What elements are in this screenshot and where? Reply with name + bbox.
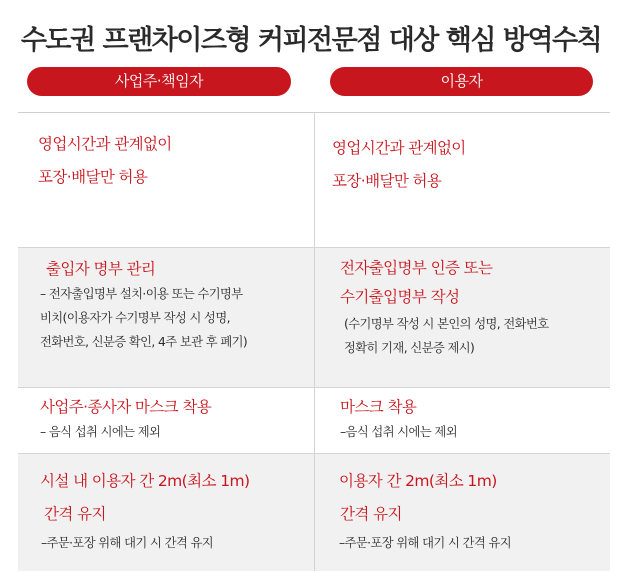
- note-line: –주문·포장 위해 대기 시 간격 유지: [339, 536, 512, 550]
- rule-heading: 마스크 착용: [340, 398, 417, 416]
- page-title: 수도권 프랜차이즈형 커피전문점 대상 핵심 방역수칙: [20, 25, 602, 56]
- heading-line: 영업시간과 관계없이: [38, 135, 172, 153]
- note-line: –음식 섭취 시에는 제외: [340, 425, 457, 439]
- note-line: 비치(이용자가 수기명부 작성 시 성명,: [40, 311, 230, 325]
- rule-heading: 수기출입명부 작성: [340, 288, 460, 306]
- rule-heading: 전자출입명부 인증 또는: [340, 259, 493, 277]
- rule-cell: [339, 465, 511, 555]
- rule-cell: [340, 395, 457, 444]
- rule-heading: 이용자 간 2m(최소 1m): [339, 472, 497, 490]
- rules-table: [18, 112, 610, 570]
- note-line: (수기명부 작성 시 본인의 성명, 전화번호: [344, 317, 549, 331]
- rule-cell: [40, 395, 211, 444]
- column-divider: [314, 113, 315, 571]
- heading-line: 영업시간과 관계없이: [332, 139, 466, 157]
- note-line: 전화번호, 신분증 확인, 4주 보관 후 폐기): [40, 335, 248, 349]
- rule-notes: [40, 282, 247, 354]
- rule-cell: [40, 465, 249, 555]
- note-line: 정확히 기재, 신분증 제시): [344, 341, 475, 355]
- rule-heading: 간격 유지: [340, 505, 402, 523]
- rule-heading: [332, 132, 466, 198]
- rule-heading: 사업주·종사자 마스크 착용: [40, 398, 212, 416]
- column-header-customer: 이용자: [330, 67, 593, 96]
- rule-heading: 시설 내 이용자 간 2m(최소 1m): [40, 472, 250, 490]
- rule-cell: [40, 257, 248, 354]
- rule-heading: 간격 유지: [44, 505, 106, 523]
- column-header-business-owner: 사업주·책임자: [27, 67, 291, 96]
- note-line: – 음식 섭취 시에는 제외: [40, 425, 161, 439]
- rule-notes: [344, 312, 549, 360]
- note-line: –주문·포장 위해 대기 시 간격 유지: [41, 536, 214, 550]
- heading-line: 포장·배달만 허용: [332, 172, 442, 190]
- note-line: – 전자출입명부 설치·이용 또는 수기명부: [40, 287, 243, 301]
- rule-heading: 출입자 명부 관리: [46, 260, 156, 278]
- rule-heading: [38, 128, 172, 194]
- rule-cell: [340, 254, 549, 360]
- heading-line: 포장·배달만 허용: [38, 168, 148, 186]
